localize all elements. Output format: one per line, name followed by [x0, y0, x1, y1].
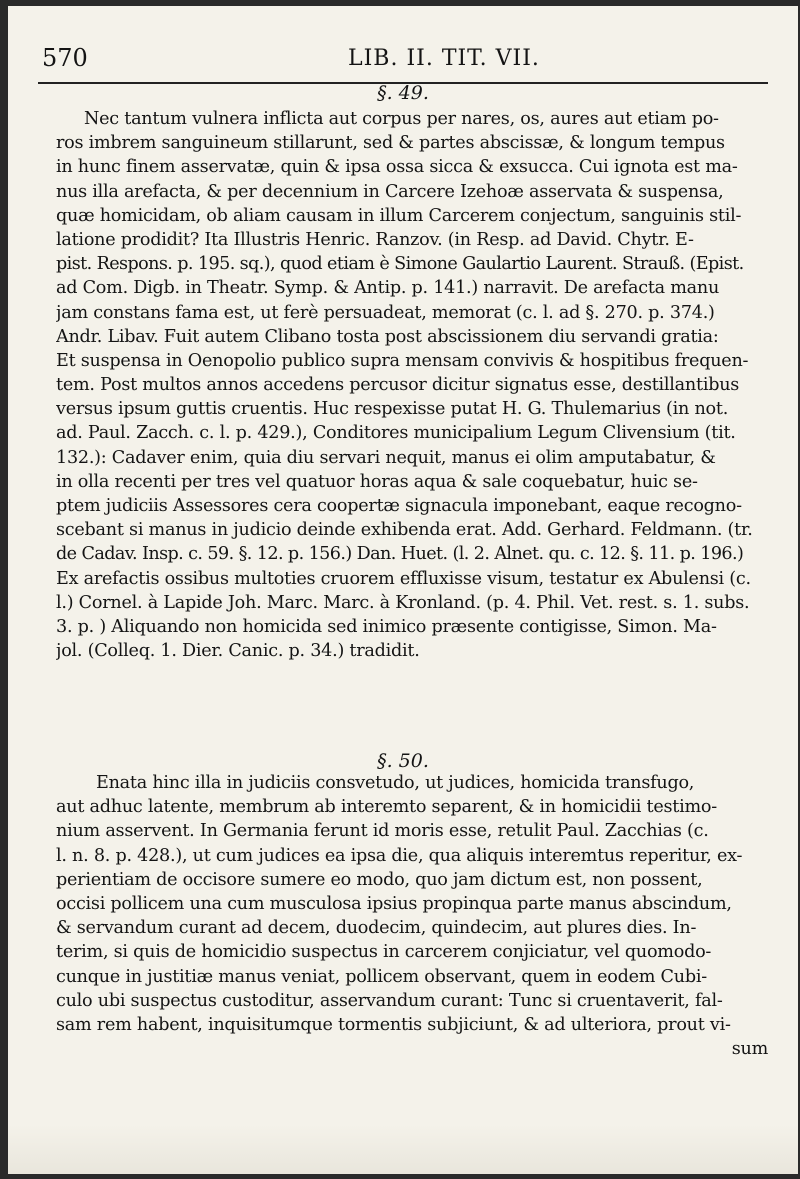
section-50-text: [56, 771, 768, 1061]
page-number: 570: [42, 44, 88, 72]
text-line: ptem judiciis Assessores cera coopertæ signacula imponebant, eaque recogno-: [56, 496, 742, 516]
text-line: Enata hinc illa in judiciis consvetudo, ut judices, homicida transfugo,: [96, 773, 695, 793]
text-line: jam constans fama est, ut ferè persuadeat, memorat (c. l. ad §. 270. p. 374.): [56, 302, 715, 323]
section-heading-49: §. 49.: [377, 82, 429, 104]
text-line: Nec tantum vulnera inflicta aut corpus per nares, os, aures aut etiam po-: [84, 109, 719, 129]
text-line: pist. Respons. p. 195. sq.), quod etiam è Simone Gaulartio Laurent. Strauß. (Epist.: [56, 254, 744, 275]
text-line: occisi pollicem una cum musculosa ipsius propinqua parte manus abscindum,: [56, 893, 732, 914]
text-line: tem. Post multos annos accedens percusor dicitur signatus esse, destillantibus: [56, 375, 740, 396]
text-line: Andr. Libav. Fuit autem Clibano tosta post abscissionem diu servandi gratia:: [56, 326, 719, 347]
text-line: versus ipsum guttis cruentis. Huc respexisse putat H. G. Thulemarius (in not.: [56, 399, 729, 420]
text-line: ad Com. Digb. in Theatr. Symp. & Antip. p. 141.) narravit. De arefacta manu: [56, 278, 720, 299]
text-line: 3. p. ) Aliquando non homicida sed inimico præsente contigisse, Simon. Ma-: [56, 616, 717, 637]
text-line: aut adhuc latente, membrum ab interemto separent, & in homicidii testimo-: [56, 797, 717, 818]
running-title: LIB. II. TIT. VII.: [348, 46, 540, 71]
text-line: sam rem habent, inquisitumque tormentis subjiciunt, & ad ulteriora, prout vi-: [56, 1014, 731, 1035]
text-line: perientiam de occisore sumere eo modo, quo jam dictum est, non possent,: [56, 869, 703, 890]
text-line: quæ homicidam, ob aliam causam in illum Carcerem conjectum, sanguinis stil-: [56, 205, 742, 226]
text-line: ad. Paul. Zacch. c. l. p. 429.), Conditores municipalium Legum Clivensium (tit.: [56, 423, 736, 444]
text-line: 132.): Cadaver enim, quia diu servari nequit, manus ei olim amputabatur, &: [56, 447, 716, 468]
text-line: in olla recenti per tres vel quatuor horas aqua & sale coquebatur, huic se-: [56, 471, 698, 492]
text-line: scebant si manus in judicio deinde exhibenda erat. Add. Gerhard. Feldmann. (tr.: [56, 520, 753, 541]
text-line: terim, si quis de homicidio suspectus in carcerem conjiciatur, vel quomodo-: [56, 942, 712, 963]
text-line: ros imbrem sanguineum stillarunt, sed & partes abscissæ, & longum tempus: [56, 133, 725, 154]
section-49-text: [56, 107, 768, 663]
text-line: l. n. 8. p. 428.), ut cum judices ea ipsa die, qua aliquis interemtus reperitur, ex-: [56, 845, 743, 866]
text-line: jol. (Colleq. 1. Dier. Canic. p. 34.) tradidit.: [56, 641, 420, 662]
text-line: Et suspensa in Oenopolio publico supra mensam convivis & hospitibus frequen-: [56, 350, 749, 371]
text-line: & servandum curant ad decem, duodecim, quindecim, aut plures dies. In-: [56, 918, 697, 939]
text-line: latione prodidit? Ita Illustris Henric. Ranzov. (in Resp. ad David. Chytr. E-: [56, 229, 694, 250]
text-line: nus illa arefacta, & per decennium in Carcere Izehoæ asservata & suspensa,: [56, 181, 724, 202]
text-line: cunque in justitiæ manus veniat, pollicem observant, quem in eodem Cubi-: [56, 966, 707, 987]
book-page: [8, 6, 798, 1174]
page-header: [30, 44, 770, 78]
page-bottom-margin: [8, 1124, 798, 1174]
text-line: culo ubi suspectus custoditur, asservandum curant: Tunc si cruentaverit, fal-: [56, 990, 723, 1011]
text-line: l.) Cornel. à Lapide Joh. Marc. Marc. à Kronland. (p. 4. Phil. Vet. rest. s. 1. subs.: [56, 592, 750, 613]
section-heading-50: §. 50.: [377, 750, 429, 772]
text-line: de Cadav. Insp. c. 59. §. 12. p. 156.) Dan. Huet. (l. 2. Alnet. qu. c. 12. §. 11. p. 196.): [56, 544, 744, 565]
text-line: Ex arefactis ossibus multoties cruorem effluxisse visum, testatur ex Abulensi (c.: [56, 568, 751, 589]
text-line: nium asservent. In Germania ferunt id moris esse, retulit Paul. Zacchias (c.: [56, 821, 709, 842]
text-line: in hunc finem asservatæ, quin & ipsa ossa sicca & exsucca. Cui ignota est ma-: [56, 157, 738, 178]
text-line: sum: [731, 1039, 768, 1060]
